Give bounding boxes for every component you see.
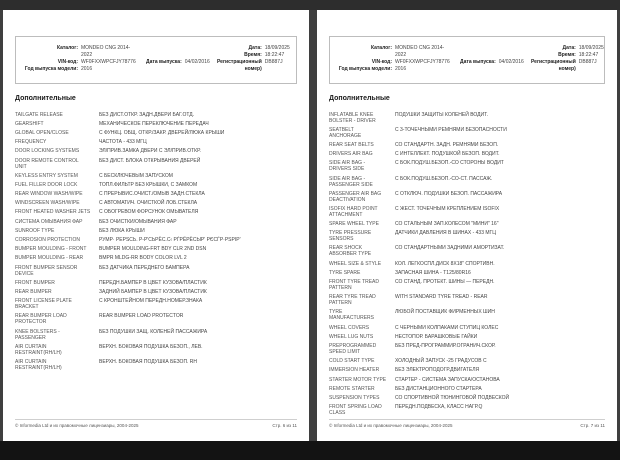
spec-row-value: ПЕРЕДН.БАМПЕР В ЦВЕТ КУЗОВА/ПЛАСТИК: [99, 279, 207, 286]
spec-row-label: FRONT LICENSE PLATE BRACKET: [15, 298, 72, 311]
time-label: Время:: [244, 52, 262, 58]
page-number: Стр. 6 из 11: [272, 423, 297, 428]
spec-row-value: ДАТЧИКИ ДАВЛЕНИЯ В ШИНАХ - 433 МГЦ: [395, 230, 496, 237]
spec-row-value: МЕХАНИЧЕСКОЕ ПЕРЕКЛЮЧЕНИЕ ПЕРЕДАЧ: [99, 120, 209, 127]
spec-row: [329, 244, 605, 259]
spec-row: [15, 128, 297, 137]
spec-row: [15, 357, 297, 372]
report-page-7: [317, 10, 617, 441]
spec-row-label: PREPROGRAMMED SPEED LIMIT: [329, 342, 377, 355]
spec-row-label: SEATBELT ANCHORAGE: [329, 126, 362, 139]
issue-date-value: 04/02/2016: [184, 59, 210, 65]
spec-row: [15, 208, 297, 217]
issue-date-label: Дата выпуска:: [460, 59, 496, 65]
spec-row-value: С ОБОГРЕВОМ ФОРСУНОК ОМЫВАТЕЛЯ: [99, 209, 199, 216]
spec-row: [329, 341, 605, 356]
spec-row-label: REAR BUMPER LOAD PROTECTOR: [15, 313, 67, 326]
spec-row-label: FUEL FILLER DOOR LOCK: [15, 181, 78, 188]
spec-row-value: ЗАДНИЙ БАМПЕР В ЦВЕТ КУЗОВА/ПЛАСТИК: [99, 288, 207, 295]
spec-row-label: FRONT BUMPER SENSOR DEVICE: [15, 264, 78, 277]
spec-row-value: С ОТКЛЮЧ. ПОДУШКИ БЕЗОП. ПАССАЖИРА: [395, 190, 503, 197]
spec-row-label: STARTER MOTOR TYPE: [329, 376, 387, 383]
reg-number-label: Регистрационный номер): [530, 59, 576, 72]
spec-row-label: FRONT SPRING LOAD CLASS: [329, 404, 382, 417]
spec-row: [15, 297, 297, 312]
spec-row: [329, 375, 605, 384]
model-year-value: 2016: [81, 66, 93, 72]
spec-row-value: С ЧЕРНЫМИ КОЛПАКАМИ СТУПИЦ КОЛЕС: [395, 324, 499, 331]
vehicle-header-box: [15, 36, 297, 84]
spec-row-label: AIR CURTAIN RESTRAINT(RH/LH): [15, 358, 62, 371]
date-value: 18/09/2025: [264, 45, 290, 51]
spec-row: [329, 110, 605, 125]
spec-row-value: ХОЛОДНЫЙ ЗАПУСК -25 ГРАДУСОВ С: [395, 358, 487, 365]
reg-number-value: DB887J: [578, 59, 597, 65]
spec-row: [329, 308, 605, 323]
spec-row-label: TAILGATE RELEASE: [15, 111, 63, 118]
spec-row-value: BUMPER MOULDING-FRT BDY CLR 2ND DSN: [99, 246, 207, 253]
spec-row: [329, 174, 605, 189]
spec-row-label: TYRE MANUFACTURERS: [329, 309, 375, 322]
spec-row: [15, 180, 297, 189]
spec-row-label: KNEE BOLSTERS - PASSENGER: [15, 328, 60, 341]
spec-row-label: DOOR REMOTE CONTROL UNIT: [15, 157, 79, 170]
spec-row: [15, 147, 297, 156]
header-col-catalog: [22, 45, 136, 73]
time-label: Время:: [558, 52, 576, 58]
spec-row-value: С БОК.ПОДУШ.БЕЗОП.-СО-СТ. ПАССАЖ.: [395, 175, 493, 182]
spec-row-value: С ПРЕРЫВИС.ОЧИСТ./ОМЫВ ЗАДН.СТЕКЛА: [99, 191, 205, 198]
spec-row-value: С ФУНКЦ. ОБЩ. ОТКР./ЗАКР. ДВЕРЕЙ/ЛЮКА КРЫШИ: [99, 129, 225, 136]
spec-row: [15, 312, 297, 327]
model-year-label: Год выпуска модели:: [338, 66, 392, 72]
spec-row: [15, 245, 297, 254]
spec-row-label: ISOFIX HARD POINT ATTACHMENT: [329, 205, 378, 218]
spec-row-label: PASSENGER AIR BAG DEACTIVATION: [329, 190, 382, 203]
page-footer: [15, 419, 297, 441]
spec-row-value: БЕЗ ДАТЧИКА ПЕРЕДНЕГО БАМПЕРА: [99, 264, 190, 271]
spec-row-label: IMMERSION HEATER: [329, 367, 380, 374]
reg-number-label: Регистрационный номер): [216, 59, 262, 72]
spec-row-value: СО СТАНД. ПРОТЕКТ. ШИНЫ — ПЕРЕДН.: [395, 279, 495, 286]
catalog-value: MONDEO CNG 2014-2022: [395, 45, 445, 58]
spec-row-label: GLOBAL OPEN/CLOSE: [15, 129, 69, 136]
spec-row-value: REAR BUMPER LOAD PROTECTOR: [99, 313, 184, 320]
spec-row-label: REAR SHOCK ABSORBER TYPE: [329, 245, 372, 258]
viewer-top-chrome: [0, 0, 620, 10]
spec-row: [329, 204, 605, 219]
spec-row-label: FRONT HEATED WASHER JETS: [15, 209, 91, 216]
spec-row-value: БЕЗ ОЧИСТКИ/ОМЫВАНИЯ ФАР: [99, 218, 177, 225]
spec-row: [15, 138, 297, 147]
page-footer: [329, 419, 605, 441]
viewer-bottom-chrome: [0, 441, 620, 460]
report-page-6: [3, 10, 309, 441]
spec-row: [15, 110, 297, 119]
header-col-datetime: [210, 45, 290, 73]
catalog-label: Каталог:: [370, 45, 392, 51]
spec-row: [329, 366, 605, 375]
spec-row-label: REAR SEAT BELTS: [329, 141, 374, 148]
page-number: Стр. 7 из 11: [580, 423, 605, 428]
model-year-value: 2016: [395, 66, 407, 72]
vin-value: WF0FXXWPCFJY78776: [81, 59, 136, 65]
spec-row: [329, 140, 605, 149]
spec-row-label: SPARE WHEEL TYPE: [329, 221, 379, 228]
vin-label: VIN-код:: [371, 59, 392, 65]
spec-row-value: СО СПОРТИВНОЙ ТЮНИНГОВОЙ ПОДВЕСКОЙ: [395, 394, 510, 401]
spec-row-label: REAR WINDOW WASH/WIPE: [15, 191, 83, 198]
spec-row: [329, 403, 605, 418]
spec-row-label: SUSPENSION TYPES: [329, 394, 380, 401]
spec-row-value: ВЕРХН. БОКОВАЯ ПОДУШКА БЕЗОП., ЛЕВ.: [99, 343, 203, 350]
copyright-text: © Informedia Ltd и их правомочные лицензиары, 2004-2025: [15, 423, 139, 428]
header-col-datetime: [524, 45, 604, 73]
pages-scroll-area[interactable]: [0, 10, 620, 441]
spec-row-value: СТАРТЕР - СИСТЕМА ЗАПУСКА/ОСТАНОВА: [395, 376, 500, 383]
spec-row: [15, 327, 297, 342]
spec-row-value: БЕЗ ДИСТ.ОТКР. ЗАДН.ДВЕРИ БАГ.ОТД.: [99, 111, 195, 118]
spec-row-value: СО СТАНДАРТН. ЗАДН. РЕМНЯМИ БЕЗОП.: [395, 141, 499, 148]
reg-number-value: DB887J: [264, 59, 283, 65]
spec-row: [15, 254, 297, 263]
spec-row-value: ПЕРЕДН.ПОДВЕСКА, КЛАСС НАГР.Q: [395, 404, 483, 411]
spec-row-label: INFLATABLE KNEE BOLSTER - DRIVER: [329, 111, 376, 124]
spec-row-value: ЧАСТОТА - 433 МГЦ: [99, 139, 147, 146]
spec-row: [15, 342, 297, 357]
spec-row-value: СО СТАЛЬНЫМ ЗАП.КОЛЕСОМ "МИНИ" 16": [395, 221, 499, 228]
spec-row-label: СИСТЕМА ОМЫВАНИЯ ФАР: [15, 218, 83, 225]
model-year-label: Год выпуска модели:: [24, 66, 78, 72]
spec-row-value: С АВТОМАТИЧ. ОЧИСТКОЙ ЛОБ.СТЕКЛА: [99, 200, 198, 207]
spec-row: [15, 199, 297, 208]
spec-table: [15, 110, 297, 373]
spec-row: [15, 235, 297, 244]
spec-row: [329, 332, 605, 341]
spec-row-label: WHEEL SIZE & STYLE: [329, 260, 382, 267]
date-label: Дата:: [562, 45, 576, 51]
spec-row-label: FREQUENCY: [15, 139, 47, 146]
spec-row-value: С КРОНШТЕЙНОМ ПЕРЕДН.НОМЕР.ЗНАКА: [99, 298, 203, 305]
issue-date-value: 04/02/2016: [498, 59, 524, 65]
spec-row-value: ВЕРХН. БОКОВАЯ ПОДУШКА БЕЗОП. RH: [99, 358, 198, 365]
spec-row-value: BMPR MLDG-RR BODY COLOR LVL 2: [99, 255, 187, 262]
header-col-catalog: [336, 45, 450, 73]
spec-row: [329, 125, 605, 140]
spec-row: [15, 171, 297, 180]
spec-row-value: С ЖЕСТ. ТОЧЕЧНЫМ КРЕПЛЕНИЕМ ISOFIX: [395, 205, 500, 212]
spec-row: [15, 287, 297, 296]
spec-row-value: БЕЗ ДИСТАНЦИОННОГО СТАРТЕРА: [395, 385, 482, 392]
spec-row: [15, 119, 297, 128]
spec-row-value: ТОПЛ.ФИЛЬТР БЕЗ КРЫШКИ, С ЗАМКОМ: [99, 181, 198, 188]
section-title: Дополнительные: [329, 95, 390, 102]
spec-row: [329, 220, 605, 229]
spec-row-label: WHEEL COVERS: [329, 324, 370, 331]
spec-row-value: БЕЗ ПОДУШКИ ЗАЩ. КОЛЕНЕЙ ПАССАЖИРА: [99, 328, 208, 335]
spec-row-label: REMOTE STARTER: [329, 385, 375, 392]
spec-row-label: COLD START TYPE: [329, 358, 375, 365]
spec-row-label: GEARSHIFT: [15, 120, 44, 127]
spec-row-label: REAR BUMPER: [15, 288, 52, 295]
spec-row-value: ПОДУШКИ ЗАЩИТЫ КОЛЕНЕЙ ВОДИТ.: [395, 111, 489, 118]
header-col-issue-date: [136, 45, 210, 73]
spec-row-label: DOOR LOCKING SYSTEMS: [15, 148, 80, 155]
spec-row-value: С БОК.ПОДУШ.БЕЗОП.-СО СТОРОНЫ ВОДИТ: [395, 160, 504, 167]
spec-row: [329, 384, 605, 393]
spec-row-value: С 3-ТОЧЕЧНЫМИ РЕМНЯМИ БЕЗОПАСНОСТИ: [395, 126, 507, 133]
catalog-value: MONDEO CNG 2014-2022: [81, 45, 131, 58]
spec-row: [15, 217, 297, 226]
spec-row-value: СО СТАНДАРТНЫМИ ЗАДНИМИ АМОРТИЗАТ.: [395, 245, 505, 252]
spec-row-value: ЭЛ/ПРИВ.ЗАМКА ДВЕРИ С ЭЛ/ПРИВ.ОТКР.: [99, 148, 201, 155]
spec-row-value: БЕЗ ЛЮКА КРЫШИ: [99, 227, 145, 234]
spec-row: [329, 259, 605, 268]
spec-row: [15, 226, 297, 235]
spec-row-value: С БЕСКЛЮЧЕВЫМ ЗАПУСКОМ: [99, 172, 173, 179]
vin-label: VIN-код:: [57, 59, 78, 65]
spec-row-value: БЕЗ ЭЛЕКТРОПОДОГР.ДВИГАТЕЛЯ: [395, 367, 480, 374]
spec-row-label: BUMPER MOULDING - FRONT: [15, 246, 87, 253]
date-value: 18/09/2025: [578, 45, 604, 51]
spec-row: [329, 150, 605, 159]
spec-row-value: ЗАПАСНАЯ ШИНА - T125/80R16: [395, 269, 471, 276]
spec-row-value: С ИНТЕЛЛЕКТ. ПОДУШКОЙ БЕЗОП. ВОДИТ.: [395, 151, 500, 158]
spec-row: [329, 268, 605, 277]
spec-table: [329, 110, 605, 418]
spec-row: [329, 323, 605, 332]
spec-row-label: SIDE AIR BAG - DRIVERS SIDE: [329, 160, 366, 173]
spec-row-value: РУМР· РЕРЅСЬ. Р-Р'СЬРЁС.С‹ РЃРЁРЁСЫР' РЄСЃР·РЅРІР': [99, 237, 241, 244]
spec-row: [329, 293, 605, 308]
spec-row-label: FRONT TYRE TREAD PATTERN: [329, 279, 380, 292]
spec-row-label: AIR CURTAIN RESTRAINT(RH/LH): [15, 343, 62, 356]
spec-row: [15, 190, 297, 199]
spec-row-label: TYRE PRESSURE SENSORS: [329, 230, 372, 243]
issue-date-label: Дата выпуска:: [146, 59, 182, 65]
spec-row-label: REAR TYRE TREAD PATTERN: [329, 294, 376, 307]
spec-row-label: WHEEL LUG NUTS: [329, 333, 374, 340]
header-col-issue-date: [450, 45, 524, 73]
date-label: Дата:: [248, 45, 262, 51]
spec-row-label: SUNROOF TYPE: [15, 227, 55, 234]
spec-row-value: БЕЗ ПРЕД-ПРОГРАММИР.ОГРАНИЧ.СКОР.: [395, 342, 496, 349]
spec-row: [329, 393, 605, 402]
spec-row-value: ЛЮБОЙ ПОСТАВЩИК ФИРМЕННЫХ ШИН: [395, 309, 495, 316]
vin-value: WF0FXXWPCFJY78776: [395, 59, 450, 65]
catalog-label: Каталог:: [56, 45, 78, 51]
spec-row: [15, 278, 297, 287]
spec-row: [329, 357, 605, 366]
spec-row: [15, 263, 297, 278]
spec-row-label: CORROSION PROTECTION: [15, 237, 81, 244]
spec-row-label: TYRE SPARE: [329, 269, 361, 276]
copyright-text: © Informedia Ltd и их правомочные лицензиары, 2004-2025: [329, 423, 453, 428]
spec-row-label: WINDSCREEN WASH/WIPE: [15, 200, 80, 207]
time-value: 18:22:47: [264, 52, 285, 58]
spec-row-value: БЕЗ ДИСТ. БЛОКА ОТКРЫВАНИЯ ДВЕРЕЙ: [99, 157, 201, 164]
spec-row-label: FRONT BUMPER: [15, 279, 55, 286]
spec-row-value: КОЛ. ЛЕГКОСПЛ.ДИСК 8X18" СПОРТИВН.: [395, 260, 495, 267]
spec-row-value: WITH STANDARD TYRE TREAD - REAR: [395, 294, 488, 301]
spec-row: [329, 229, 605, 244]
spec-row-label: KEYLESS ENTRY SYSTEM: [15, 172, 78, 179]
spec-row-label: DRIVERS AIR BAG: [329, 151, 373, 158]
vehicle-header-box: [329, 36, 605, 84]
spec-row-label: SIDE AIR BAG - PASSENGER SIDE: [329, 175, 373, 188]
spec-row: [329, 189, 605, 204]
time-value: 18:22:47: [578, 52, 599, 58]
spec-row: [15, 156, 297, 171]
spec-row-value: НЕСТОПОР. БАРАШКОВЫЕ ГАЙКИ: [395, 333, 478, 340]
spec-row: [329, 159, 605, 174]
spec-row-label: BUMPER MOULDING - REAR: [15, 255, 84, 262]
section-title: Дополнительные: [15, 95, 76, 102]
spec-row: [329, 277, 605, 292]
